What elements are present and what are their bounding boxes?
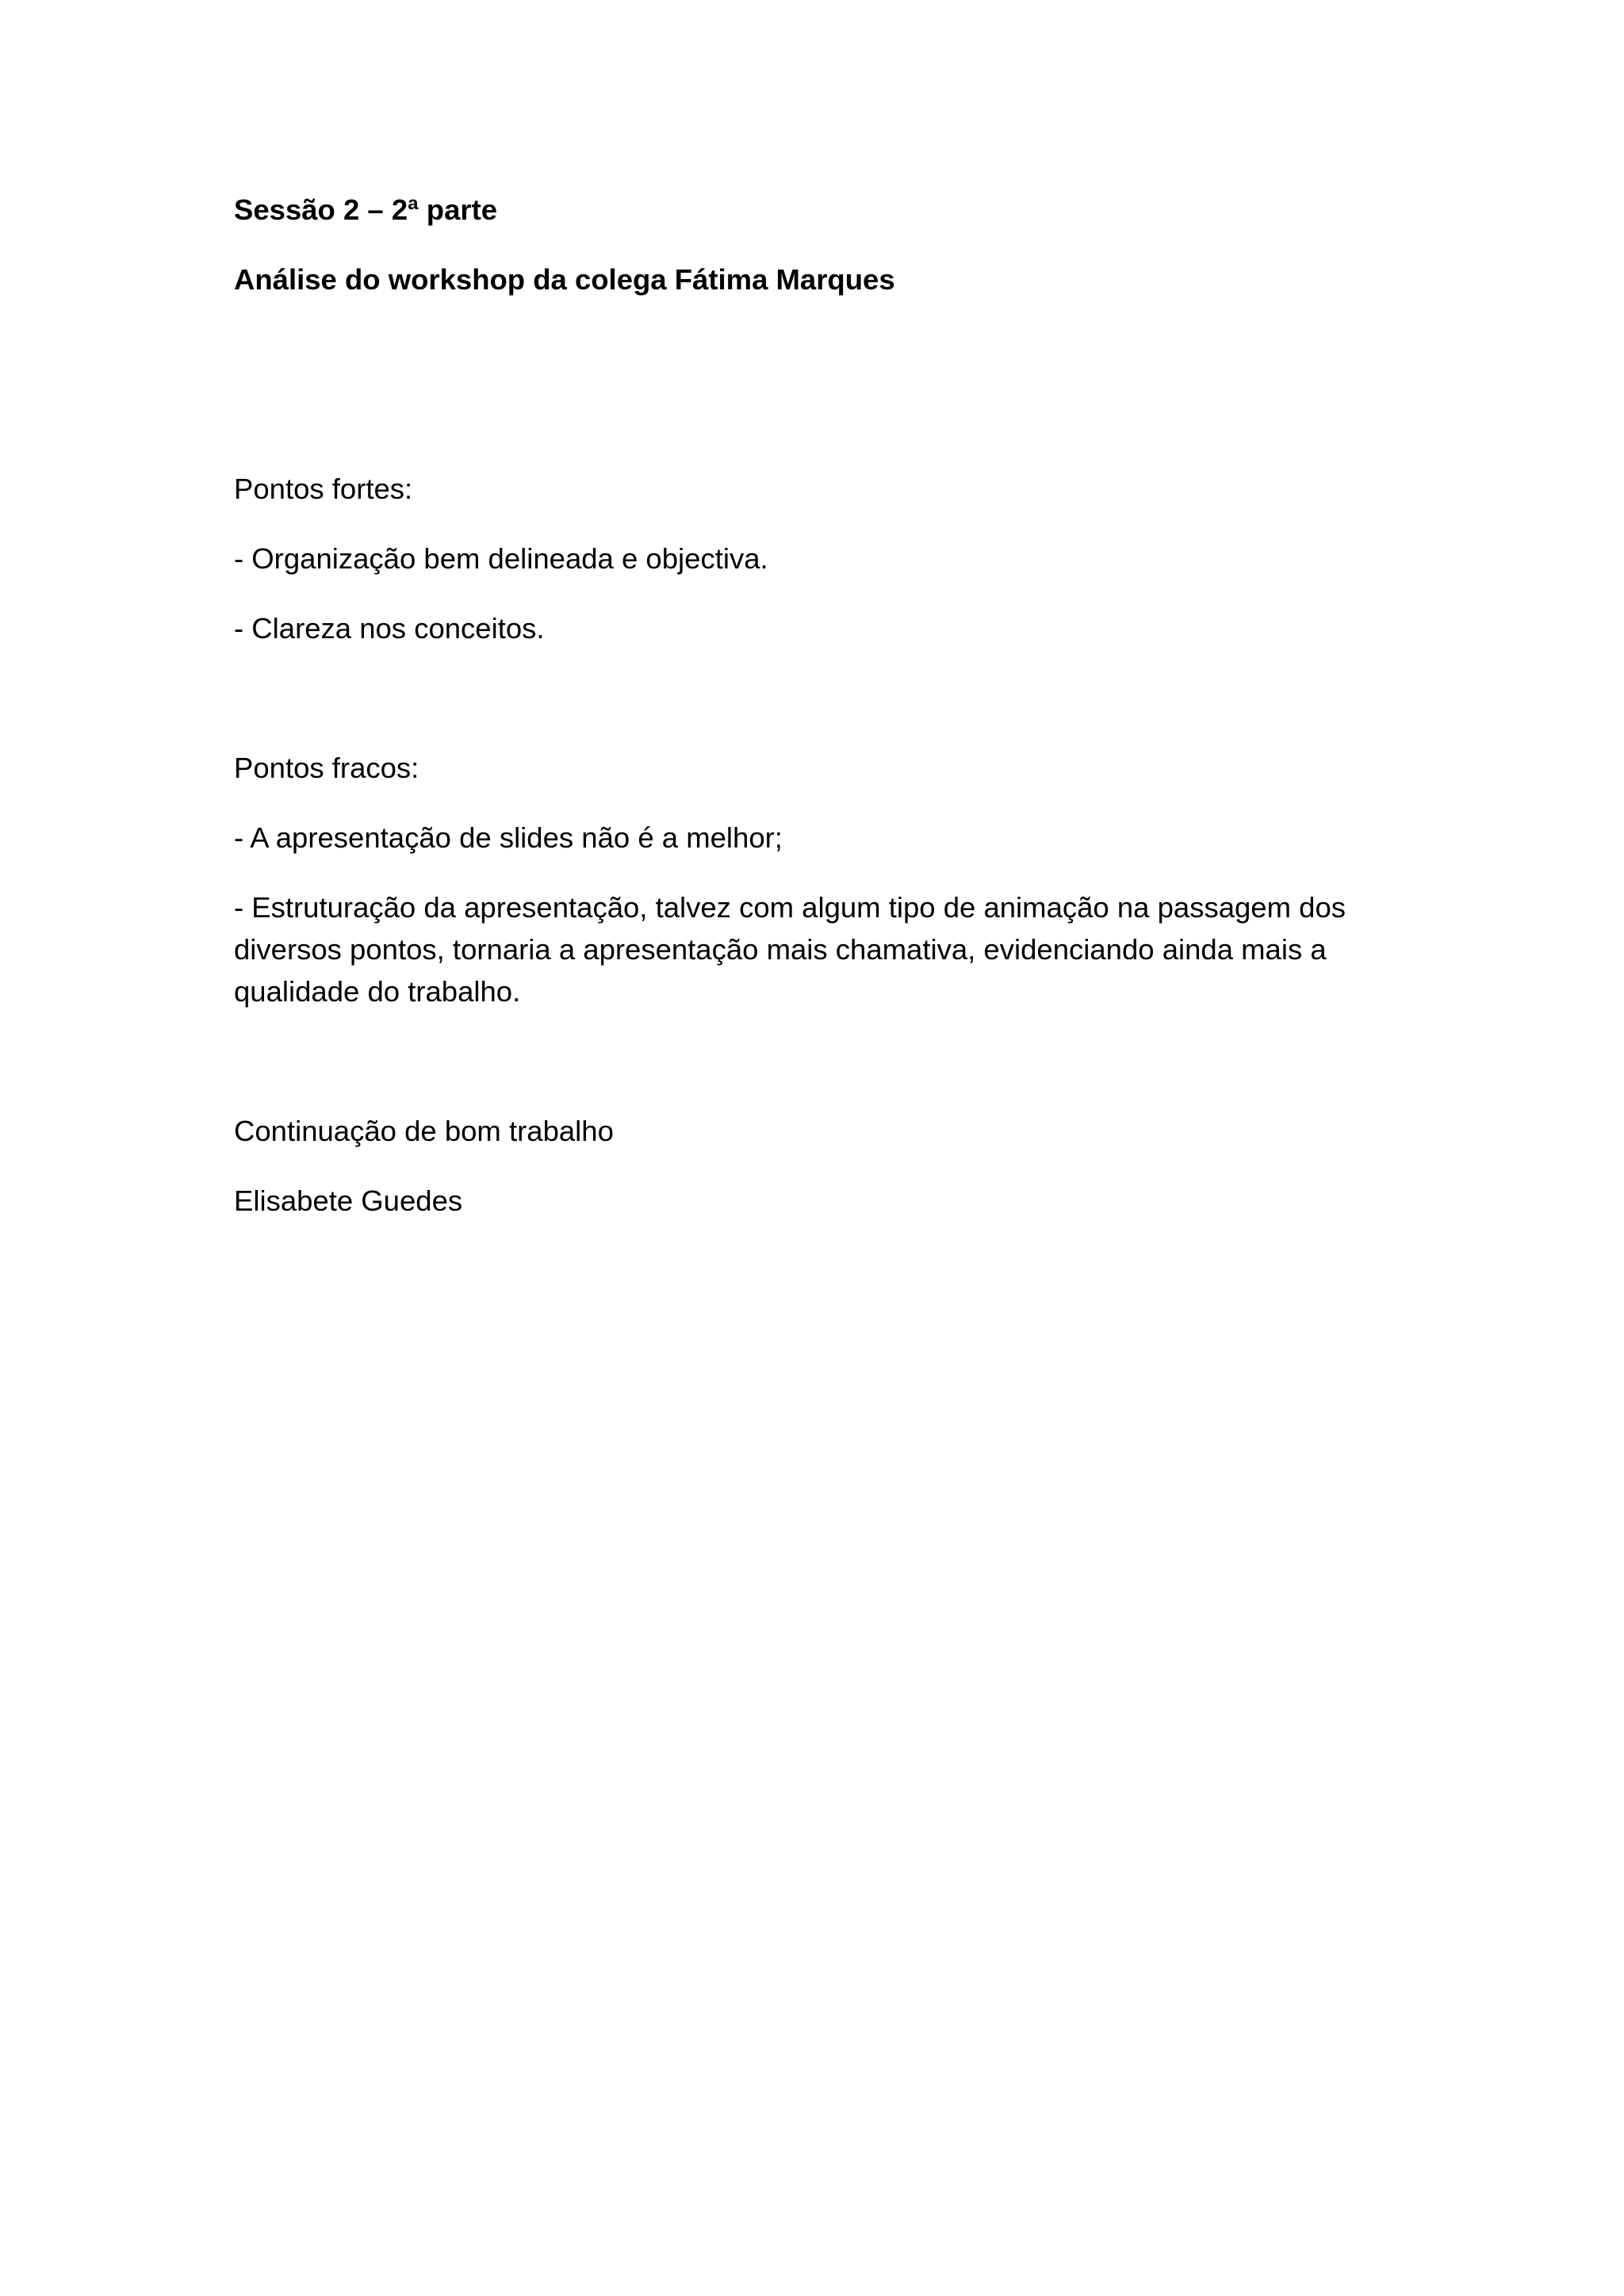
spacer [234, 510, 1408, 538]
signature: Elisabete Guedes [234, 1184, 463, 1217]
spacer [234, 1152, 1408, 1180]
closing-line: Continuação de bom trabalho [234, 1115, 614, 1147]
spacer [234, 789, 1408, 817]
strength-item: - Organização bem delineada e objectiva. [234, 542, 768, 575]
weaknesses-heading: Pontos fracos: [234, 752, 419, 784]
weakness-item: - Estruturação da apresentação, talvez com algum tipo de animação na passagem dos diversos pontos, tornaria a apresentação mais chamativa, evidenciando ainda mais a qualidade do trabalho. [234, 891, 1346, 1008]
spacer [234, 859, 1408, 886]
strength-item: - Clareza nos conceitos. [234, 612, 545, 645]
spacer [234, 1012, 1408, 1110]
weakness-item: - A apresentação de slides não é a melhor; [234, 821, 783, 854]
document-body [234, 189, 1408, 1222]
spacer [234, 580, 1408, 607]
strengths-heading: Pontos fortes: [234, 473, 413, 505]
spacer [234, 231, 1408, 258]
session-title: Sessão 2 – 2ª parte [234, 193, 498, 226]
spacer [234, 300, 1408, 468]
analysis-title: Análise do workshop da colega Fátima Marques [234, 263, 895, 296]
spacer [234, 649, 1408, 747]
